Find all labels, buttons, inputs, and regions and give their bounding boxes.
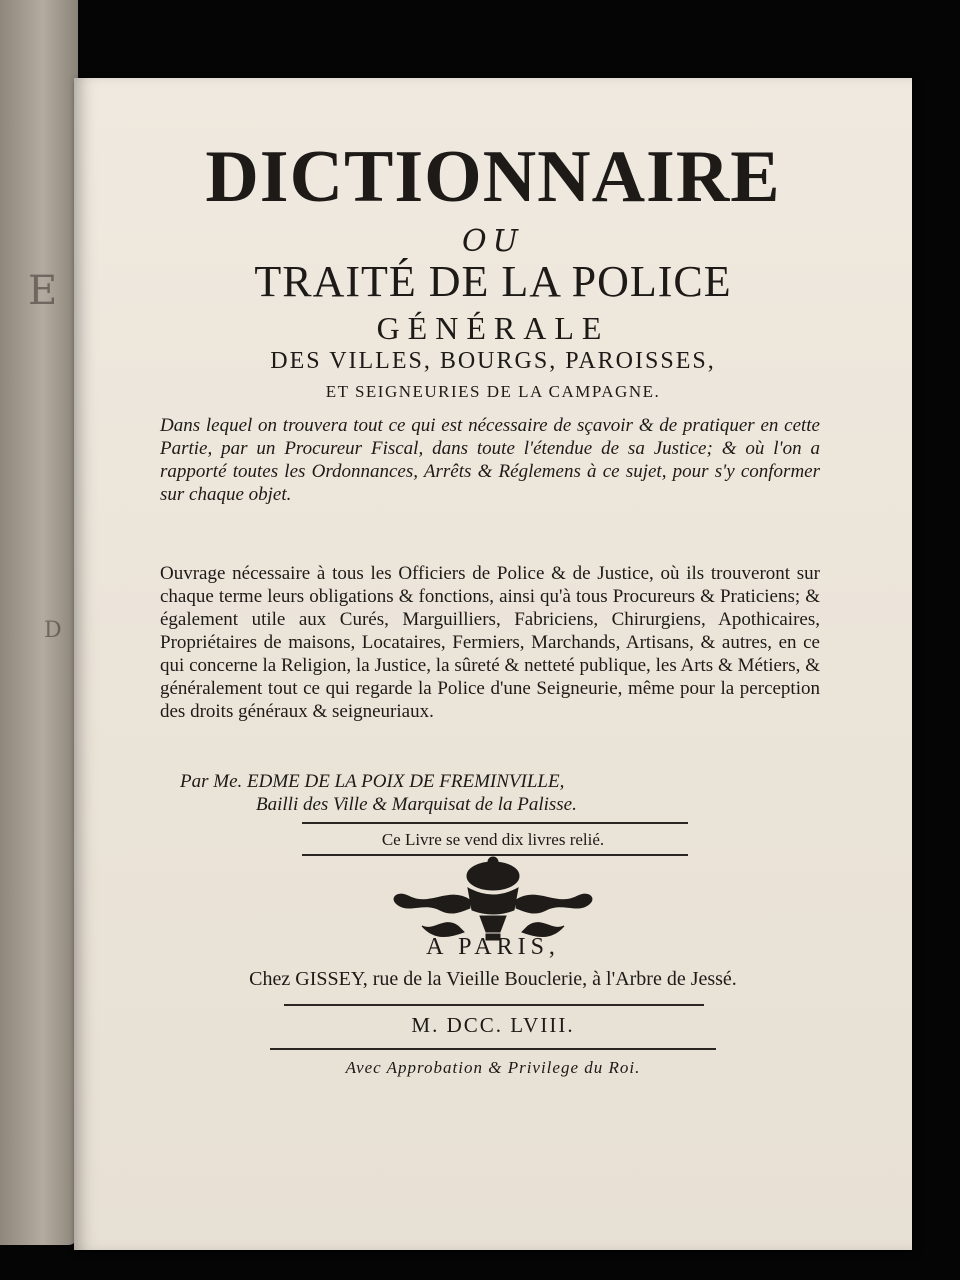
royal-privilege: Avec Approbation & Privilege du Roi. — [345, 1058, 641, 1077]
price-note: Ce Livre se vend dix livres relié. — [381, 830, 605, 849]
imprint-date: M. DCC. LVIII. — [411, 1013, 575, 1037]
subtitle-line-3: DES VILLES, BOURGS, PAROISSES, — [270, 348, 716, 374]
date-top-rule — [284, 1004, 704, 1006]
title-conjunction: OU — [462, 224, 524, 259]
description-paragraph: Dans lequel on trouvera tout ce qui est nécessaire de sçavoir & de pratiquer en cette Partie, par un Procureur Fiscal, dans toute l'étendue de sa Justice; & où l'on a rapporté toutes les Ordonnances, Arrêts & Réglemens à ce sujet, pour s'y conformer sur chaque objet. — [160, 415, 820, 505]
subtitle-line-2: GÉNÉRALE — [376, 310, 610, 346]
facing-page-letter-small: D — [44, 618, 62, 643]
audience-paragraph: Ouvrage nécessaire à tous les Officiers de Police & de Justice, où ils trouveront sur chaque terme leurs obligations & fonctions, ainsi qu'à tous Procureurs & Praticiens; & également utile aux Curés, Marguilliers, Fabriciens, Chirurgiens, Apothicaires, Propriétaires de maisons, Locataires, Fermiers, Marchands, Artisans, & autres, en ce qui concerne la Religion, la Justice, la sûreté & netteté publique, les Arts & Métiers, & généralement tout ce qui regarde la Police d'une Seigneurie, même pour la perception des droits généraux & seigneuriaux. — [160, 563, 820, 722]
author-title: Bailli des Ville & Marquisat de la Palisse. — [256, 794, 577, 815]
subtitle-line-1: TRAITÉ DE LA POLICE — [254, 257, 732, 306]
author-block — [160, 770, 820, 816]
author-name: Par Me. EDME DE LA POIX DE FREMINVILLE, — [180, 771, 565, 792]
facing-page-letter: E — [28, 268, 58, 314]
imprint-publisher: Chez GISSEY, rue de la Vieille Bouclerie, à l'Arbre de Jessé. — [249, 968, 737, 990]
subtitle-line-4: ET SEIGNEURIES DE LA CAMPAGNE. — [325, 382, 661, 401]
title-page — [74, 78, 912, 1250]
price-top-rule — [302, 822, 688, 824]
date-bottom-rule — [270, 1048, 716, 1050]
basket-of-flowers-ornament-icon — [348, 856, 638, 946]
book-title: DICTIONNAIRE — [205, 136, 781, 218]
imprint-city: A PARIS, — [426, 934, 560, 960]
facing-page — [0, 0, 78, 1245]
